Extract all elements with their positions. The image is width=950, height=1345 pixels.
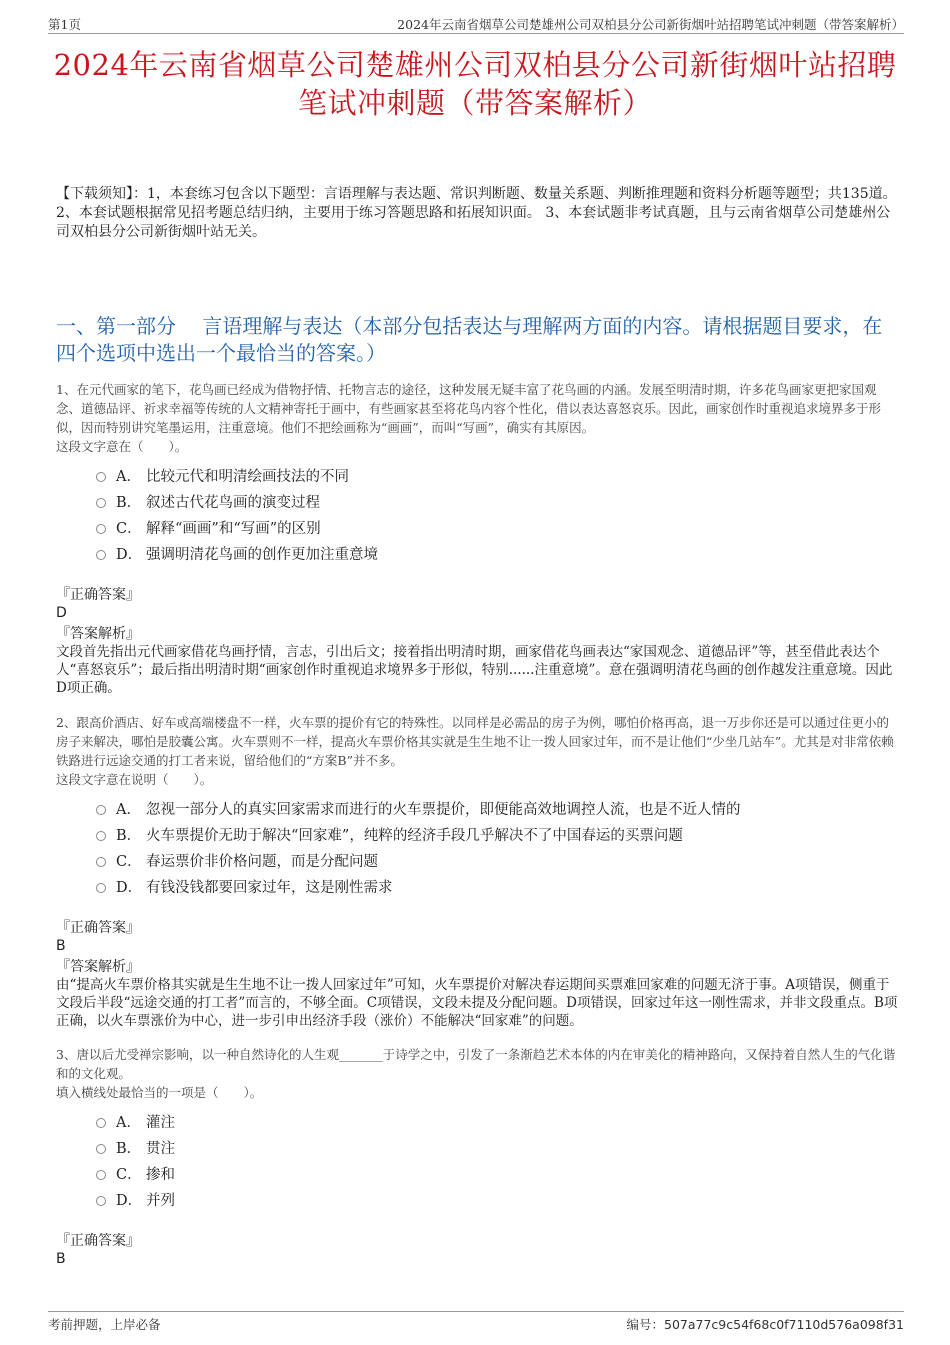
radio-icon[interactable] (96, 857, 106, 867)
question-prompt: 这段文字意在说明（ ）。 (56, 772, 213, 787)
question-3 (56, 1045, 901, 1268)
option-c[interactable]: C． 春运票价非价格问题，而是分配问题 (96, 847, 901, 873)
question-prompt: 填入横线处最恰当的一项是（ ）。 (56, 1085, 263, 1100)
question-stem: 1、在元代画家的笔下，花鸟画已经成为借物抒情、托物言志的途径，这种发展无疑丰富了花鸟画的内涵。发展至明清时期，许多花鸟画家更把家国观念、道德品评、祈求幸福等传统的人文精神寄托于画中，有些画家甚至将花鸟内容个性化，借以表达喜怒哀乐。因此，画家创作时重视追求境界多于形似，因而特别讲究笔墨运用，注重意境。他们不把绘画称为“画画”，而叫“写画”，确实有其原因。 (56, 382, 882, 435)
option-d[interactable]: D． 有钱没钱都要回家过年，这是刚性需求 (96, 873, 901, 899)
option-a[interactable]: A． 比较元代和明清绘画技法的不同 (96, 462, 901, 488)
option-c[interactable]: C． 解释“画画”和“写画”的区别 (96, 514, 901, 540)
option-a[interactable]: A． 忽视一部分人的真实回家需求而进行的火车票提价，即便能高效地调控人流，也是不近人情的 (96, 795, 901, 821)
radio-icon[interactable] (96, 472, 106, 482)
option-c[interactable]: C． 掺和 (96, 1160, 901, 1186)
footer-code (626, 1315, 904, 1333)
radio-icon[interactable] (96, 883, 106, 893)
radio-icon[interactable] (96, 550, 106, 560)
answer-heading: 『正确答案』 (56, 1233, 140, 1249)
explanation-heading: 『答案解析』 (56, 959, 140, 975)
radio-icon[interactable] (96, 524, 106, 534)
page-header (48, 14, 904, 34)
radio-icon[interactable] (96, 1144, 106, 1154)
question-1 (56, 380, 901, 697)
radio-icon[interactable] (96, 1196, 106, 1206)
code-value: 507a77c9c54f68c0f7110d576a098f31 (664, 1317, 904, 1332)
option-b[interactable]: B． 火车票提价无助于解决“回家难”，纯粹的经济手段几乎解决不了中国春运的买票问题 (96, 821, 901, 847)
question-2 (56, 713, 901, 1030)
download-notice: 【下载须知】：1，本套练习包含以下题型：言语理解与表达题、常识判断题、数量关系题、判断推理题和资料分析题等题型；共135道。 2、本套试题根据常见招考题总结归纳，主要用于练习答题思路和拓展知识面。 3、本套试题非考试真题，且与云南省烟草公司楚雄州公司双柏县分公司新街烟叶站无关。 (56, 186, 897, 240)
question-prompt: 这段文字意在（ ）。 (56, 439, 188, 454)
document-title: 2024年云南省烟草公司楚雄州公司双柏县分公司新街烟叶站招聘笔试冲刺题（带答案解析） (53, 48, 897, 120)
option-b[interactable]: B． 贯注 (96, 1134, 901, 1160)
option-b[interactable]: B． 叙述古代花鸟画的演变过程 (96, 488, 901, 514)
radio-icon[interactable] (96, 831, 106, 841)
radio-icon[interactable] (96, 1118, 106, 1128)
radio-icon[interactable] (96, 805, 106, 815)
question-stem: 3、唐以后尤受禅宗影响，以一种自然诗化的人生观_______于诗学之中，引发了一条渐趋艺术本体的内在审美化的精神路向，又保持着自然人生的气化谐和的文化观。 (56, 1047, 896, 1081)
option-d[interactable]: D． 并列 (96, 1186, 901, 1212)
explanation-heading: 『答案解析』 (56, 626, 140, 642)
option-list (96, 462, 901, 566)
answer-heading: 『正确答案』 (56, 587, 140, 603)
explanation-text: 文段首先指出元代画家借花鸟画抒情，言志，引出后文；接着指出明清时期，画家借花鸟画表达“家国观念、道德品评”等，甚至借此表达个人“喜怒哀乐”；最后指出明清时期“画家创作时重视追求境界多于形似，特别......注重意境”。意在强调明清花鸟画的创作越发注重意境。因此D项正确。 (56, 644, 893, 696)
answer-heading: 『正确答案』 (56, 920, 140, 936)
answer-value: B (56, 1251, 66, 1267)
code-label: 编号： (626, 1317, 664, 1332)
page-number: 第1页 (48, 17, 81, 32)
option-d[interactable]: D． 强调明清花鸟画的创作更加注重意境 (96, 540, 901, 566)
section-heading: 一、第一部分 言语理解与表达（本部分包括表达与理解两方面的内容。请根据题目要求，在四个选项中选出一个最恰当的答案。） (56, 314, 883, 365)
option-list (96, 795, 901, 899)
option-list (96, 1108, 901, 1212)
answer-value: B (56, 938, 66, 954)
page-footer (48, 1311, 904, 1333)
explanation-text: 由“提高火车票价格其实就是生生地不让一拨人回家过年”可知，火车票提价对解决春运期间买票难回家难的问题无济于事。A项错误，侧重于文段后半段“远途交通的打工者”而言的，不够全面。C项错误，文段未提及分配问题。D项错误，回家过年这一刚性需求，并非文段重点。B项正确，以火车票涨价为中心，进一步引申出经济手段（涨价）不能解决“回家难”的问题。 (56, 977, 898, 1029)
footer-slogan: 考前押题，上岸必备 (48, 1317, 161, 1332)
question-stem: 2、跟高价酒店、好车或高端楼盘不一样，火车票的提价有它的特殊性。以同样是必需品的房子为例，哪怕价格再高，退一万步你还是可以通过住更小的房子来解决，哪怕是胶囊公寓。火车票则不一样，提高火车票价格其实就是生生地不让一拨人回家过年，而不是让他们“少坐几站车”。尤其是对非常依赖铁路进行远途交通的打工者来说，留给他们的“方案B”并不多。 (56, 715, 894, 768)
header-title: 2024年云南省烟草公司楚雄州公司双柏县分公司新街烟叶站招聘笔试冲刺题（带答案解析） (397, 17, 904, 32)
radio-icon[interactable] (96, 498, 106, 508)
answer-value: D (56, 605, 67, 621)
option-a[interactable]: A． 灌注 (96, 1108, 901, 1134)
radio-icon[interactable] (96, 1170, 106, 1180)
